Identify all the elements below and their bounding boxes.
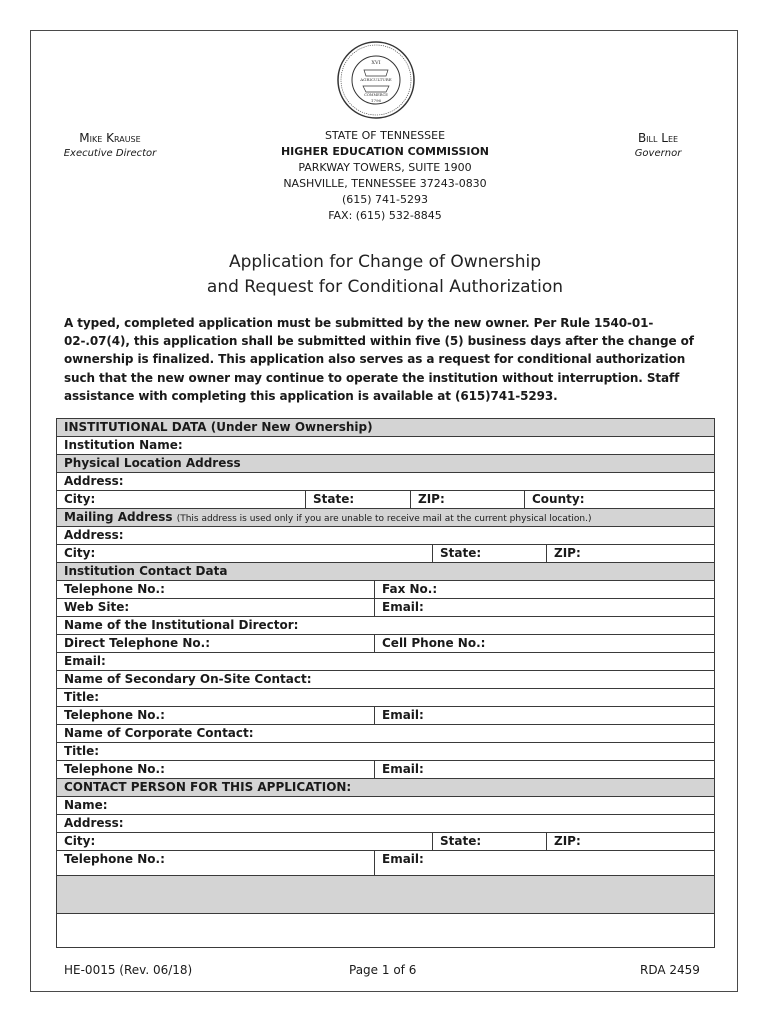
agency-fax: FAX: (615) 532-8845: [328, 209, 442, 222]
field-label: Email:: [64, 654, 106, 668]
contact-city-row: [57, 833, 714, 851]
field-label: Telephone No.:: [64, 762, 165, 776]
secondary-contact-row[interactable]: [57, 671, 714, 689]
field-label: ZIP:: [554, 546, 581, 560]
physical-city-row: [57, 491, 714, 509]
seal-agriculture: AGRICULTURE: [360, 77, 392, 82]
field-label: Name of Corporate Contact:: [64, 726, 254, 740]
section-heading: CONTACT PERSON FOR THIS APPLICATION:: [64, 780, 352, 794]
email-field[interactable]: [374, 599, 714, 617]
email-field[interactable]: [374, 851, 714, 875]
website-field[interactable]: [57, 599, 374, 616]
shaded-blank-area: [57, 876, 714, 914]
mailing-heading: Mailing Address: [64, 510, 173, 524]
city-field[interactable]: [57, 833, 432, 850]
field-label: Title:: [64, 744, 100, 758]
field-label: ZIP:: [554, 834, 581, 848]
website-email-row: [57, 599, 714, 617]
governor-block: [598, 130, 718, 162]
governor-title: Governor: [634, 148, 682, 159]
field-label: Name of Secondary On-Site Contact:: [64, 672, 312, 686]
contact-phone-row: [57, 851, 714, 876]
executive-director-block: [50, 130, 170, 162]
field-label: Address:: [64, 816, 124, 830]
corporate-phone-row: [57, 761, 714, 779]
instructions-paragraph: A typed, completed application must be submitted by the new owner. Per Rule 1540-01-02-.07(4), this application shall be submitted within five (5) business days after the change of ownership is finalized. This application also serves as a request for conditional authorization such that the new owner may continue to operate the institution without interruption. Staff assistance with completing this application is available at (615)741-5293.: [64, 316, 694, 403]
state-name: STATE OF TENNESSEE: [324, 129, 446, 142]
field-label: Email:: [382, 762, 424, 776]
email-field[interactable]: [374, 761, 714, 779]
contact-name-row[interactable]: [57, 797, 714, 815]
state-field[interactable]: [305, 491, 410, 509]
secondary-phone-row: [57, 707, 714, 725]
field-label: Cell Phone No.:: [382, 636, 486, 650]
field-label: State:: [440, 834, 482, 848]
telephone-fax-row: [57, 581, 714, 599]
seal-commerce: COMMERCE: [364, 93, 388, 97]
agency-name: HIGHER EDUCATION COMMISSION: [280, 145, 490, 158]
direct-telephone-field[interactable]: [57, 635, 374, 652]
section-heading: Physical Location Address: [64, 456, 241, 470]
mailing-address-row[interactable]: [57, 527, 714, 545]
field-label: Telephone No.:: [64, 708, 165, 722]
field-label: Name of the Institutional Director:: [64, 618, 299, 632]
field-label: Name:: [64, 798, 108, 812]
field-label: Address:: [64, 474, 124, 488]
mailing-city-row: [57, 545, 714, 563]
director-phone-row: [57, 635, 714, 653]
telephone-field[interactable]: [57, 761, 374, 778]
state-seal-icon: [336, 40, 416, 120]
address-line-2: NASHVILLE, TENNESSEE 37243-0830: [283, 177, 487, 190]
title-line-2: and Request for Conditional Authorization: [206, 277, 564, 297]
contact-address-row[interactable]: [57, 815, 714, 833]
section-institutional-data: [57, 419, 714, 437]
field-label: Web Site:: [64, 600, 130, 614]
field-label: Email:: [382, 852, 424, 866]
seal-year: 1796: [370, 98, 382, 103]
agency-phone: (615) 741-5293: [341, 193, 429, 206]
executive-director-name: Mike Krause: [79, 131, 141, 145]
telephone-field[interactable]: [57, 581, 374, 598]
section-heading: INSTITUTIONAL DATA (Under New Ownership): [64, 420, 373, 434]
field-label: State:: [440, 546, 482, 560]
seal-number: XVI: [371, 60, 381, 66]
corporate-title-row[interactable]: [57, 743, 714, 761]
institution-name-row[interactable]: [57, 437, 714, 455]
section-physical-location: [57, 455, 714, 473]
document-title: [130, 250, 640, 300]
field-label: Telephone No.:: [64, 582, 165, 596]
zip-field[interactable]: [546, 545, 714, 563]
mailing-note: (This address is used only if you are unable to receive mail at the current physical location.): [176, 514, 592, 524]
physical-address-row[interactable]: [57, 473, 714, 491]
email-field[interactable]: [374, 707, 714, 725]
title-line-1: Application for Change of Ownership: [228, 252, 542, 272]
section-application-contact: [57, 779, 714, 797]
corporate-contact-row[interactable]: [57, 725, 714, 743]
rda-number: RDA 2459: [640, 963, 700, 977]
city-field[interactable]: [57, 545, 432, 562]
field-label: Email:: [382, 708, 424, 722]
field-label: Fax No.:: [382, 582, 438, 596]
address-line-1: PARKWAY TOWERS, SUITE 1900: [298, 161, 472, 174]
county-field[interactable]: [524, 491, 714, 509]
governor-name: Bill Lee: [637, 131, 679, 145]
form-number: HE-0015 (Rev. 06/18): [64, 963, 193, 977]
state-field[interactable]: [432, 545, 546, 563]
field-label: Address:: [64, 528, 124, 542]
telephone-field[interactable]: [57, 707, 374, 724]
zip-field[interactable]: [546, 833, 714, 851]
section-contact-data: [57, 563, 714, 581]
director-email-row[interactable]: [57, 653, 714, 671]
field-label: City:: [64, 492, 96, 506]
application-form-table: [56, 418, 715, 948]
section-heading: [57, 509, 592, 526]
city-field[interactable]: [57, 491, 305, 508]
secondary-title-row[interactable]: [57, 689, 714, 707]
telephone-field[interactable]: [57, 851, 374, 868]
field-label: City:: [64, 834, 96, 848]
field-label: State:: [313, 492, 355, 506]
agency-address-block: [230, 128, 540, 224]
field-label: County:: [532, 492, 585, 506]
field-label: Direct Telephone No.:: [64, 636, 211, 650]
cell-phone-field[interactable]: [374, 635, 714, 653]
page-number: Page 1 of 6: [349, 963, 417, 977]
zip-field[interactable]: [410, 491, 524, 509]
section-heading: Institution Contact Data: [64, 564, 228, 578]
field-label: Email:: [382, 600, 424, 614]
section-mailing-address: [57, 509, 714, 527]
field-label: ZIP:: [418, 492, 445, 506]
director-name-row[interactable]: [57, 617, 714, 635]
field-label: Institution Name:: [64, 438, 183, 452]
executive-director-title: Executive Director: [63, 148, 157, 159]
fax-field[interactable]: [374, 581, 714, 599]
field-label: Telephone No.:: [64, 852, 165, 866]
field-label: Title:: [64, 690, 100, 704]
field-label: City:: [64, 546, 96, 560]
state-field[interactable]: [432, 833, 546, 851]
